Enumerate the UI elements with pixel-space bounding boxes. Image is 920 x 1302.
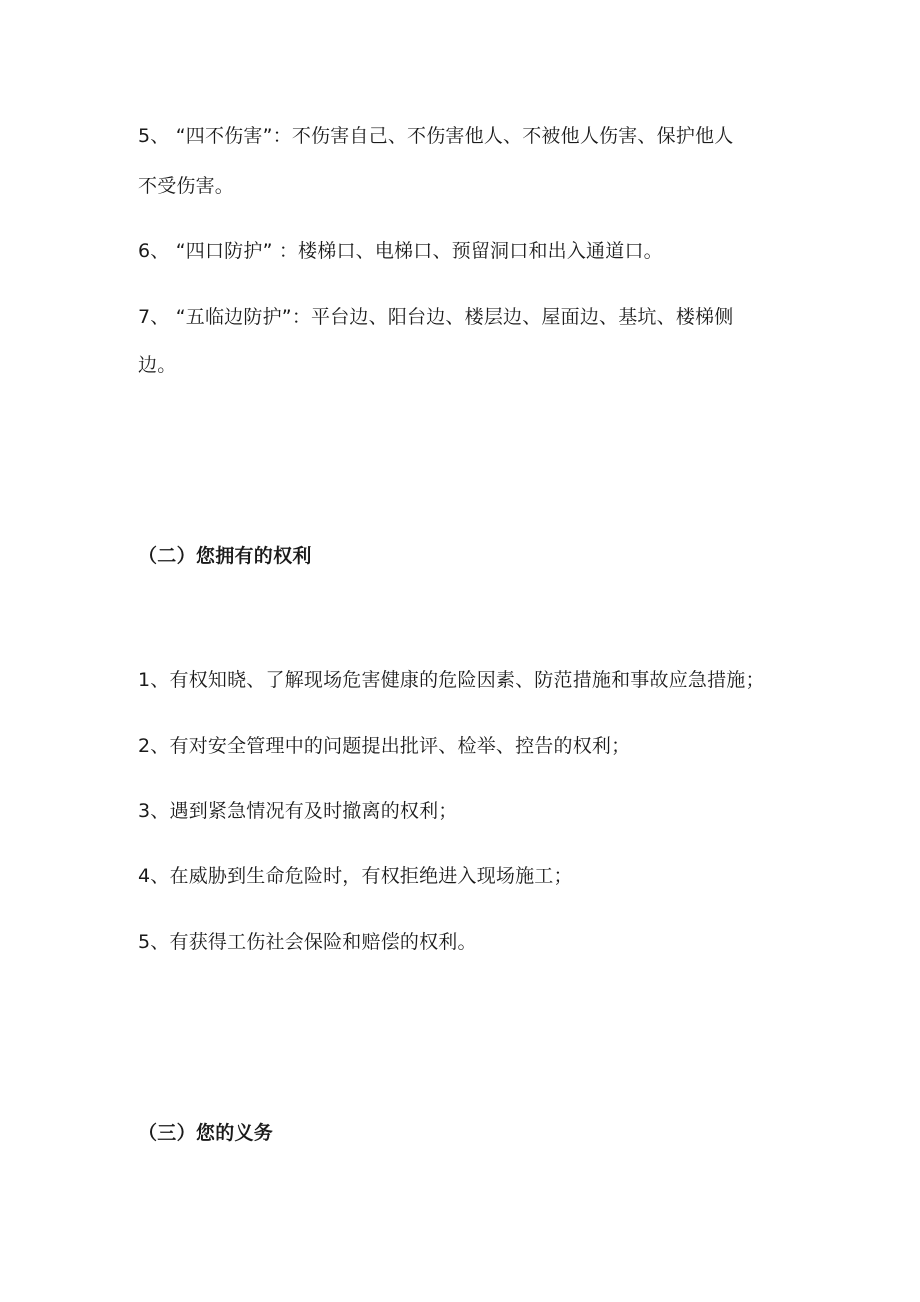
rights-item-3: 3、遇到紧急情况有及时撤离的权利； <box>138 800 458 822</box>
rights-item-2: 2、有对安全管理中的问题提出批评、检举、控告的权利； <box>138 735 631 757</box>
section-heading-rights: （二）您拥有的权利 <box>138 545 312 567</box>
list-item-four-openings: 6、 “四口防护” ：楼梯口、电梯口、预留洞口和出入通道口。 <box>138 240 663 262</box>
rights-item-1: 1、有权知晓、了解现场危害健康的危险因素、防范措施和事故应急措施； <box>138 669 765 691</box>
list-item-four-no-harm: 5、 “四不伤害”：不伤害自己、不伤害他人、不被他人伤害、保护他人 <box>138 125 734 147</box>
rights-item-5: 5、有获得工伤社会保险和赔偿的权利。 <box>138 931 477 953</box>
list-item-five-edges: 7、 “五临边防护”：平台边、阳台边、楼层边、屋面边、基坑、楼梯侧 <box>138 306 734 328</box>
section-heading-obligations: （三）您的义务 <box>138 1122 274 1144</box>
rights-item-4: 4、在威胁到生命危险时，有权拒绝进入现场施工； <box>138 865 573 887</box>
list-item-five-edges-continuation: 边。 <box>138 354 177 376</box>
list-item-four-no-harm-continuation: 不受伤害。 <box>138 175 235 197</box>
